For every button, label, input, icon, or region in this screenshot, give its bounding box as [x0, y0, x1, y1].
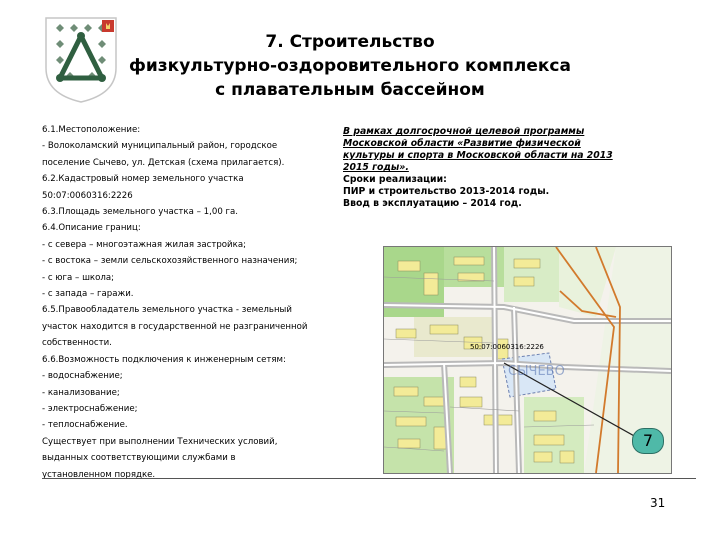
footer-divider [42, 478, 696, 479]
detail-line: - с востока – земли сельскохозяйственного назначения; [42, 256, 298, 267]
detail-line: - канализование; [42, 387, 120, 398]
detail-line: участок находится в государственной не разграниченной [42, 321, 308, 332]
detail-line: поселение Сычево, ул. Детская (схема прилагается). [42, 157, 285, 168]
title-line: физкультурно-оздоровительного комплекса [129, 56, 571, 76]
program-line: культуры и спорта в Московской области на 2013 [343, 150, 613, 161]
detail-line: 6.5.Правообладатель земельного участка - земельный [42, 305, 292, 316]
detail-line: 6.6.Возможность подключения к инженерным сетям: [42, 354, 286, 365]
detail-line: - с юга – школа; [42, 272, 115, 283]
page-title [120, 30, 580, 102]
site-map [383, 246, 672, 474]
detail-line: 6.1.Местоположение: [42, 125, 141, 135]
detail-line: - Волоколамский муниципальный район, городское [42, 141, 278, 152]
detail-line: 6.3.Площадь земельного участка – 1,00 га. [42, 207, 239, 218]
title-line: 7. Строительство [265, 32, 435, 52]
program-line: 2015 годы». [343, 162, 409, 173]
program-line: Сроки реализации: [343, 174, 447, 185]
detail-line: - водоснабжение; [42, 371, 123, 382]
detail-line: - с севера – многоэтажная жилая застройка; [42, 239, 246, 250]
site-marker-badge: 7 [632, 428, 664, 454]
detail-line: - теплоснабжение. [42, 420, 128, 431]
program-line: Ввод в эксплуатацию – 2014 год. [343, 198, 522, 209]
program-info [343, 126, 643, 210]
coat-of-arms-icon [40, 14, 122, 104]
program-line: Московской области «Развитие физической [343, 138, 581, 149]
detail-line: выданных соответствующими службами в [42, 453, 236, 464]
detail-line: установленном порядке. [42, 469, 156, 480]
page-number: 31 [650, 496, 666, 510]
detail-line: собственности. [42, 338, 112, 349]
program-line: В рамках долгосрочной целевой программы [343, 126, 585, 137]
cadastral-number-label: 50:07:0060316:2226 [470, 343, 544, 351]
site-details [42, 122, 342, 483]
site-map-label: СЫЧЕВО [508, 364, 565, 379]
detail-line: 6.4.Описание границ: [42, 223, 141, 234]
program-line: ПИР и строительство 2013-2014 годы. [343, 186, 550, 197]
detail-line: - электроснабжение; [42, 403, 138, 414]
detail-line: 50:07:0060316:2226 [42, 190, 133, 201]
detail-line: Существует при выполнении Технических условий, [42, 436, 278, 447]
detail-line: 6.2.Кадастровый номер земельного участка [42, 174, 244, 185]
title-line: с плавательным бассейном [215, 80, 485, 100]
detail-line: - с запада – гаражи. [42, 289, 134, 300]
